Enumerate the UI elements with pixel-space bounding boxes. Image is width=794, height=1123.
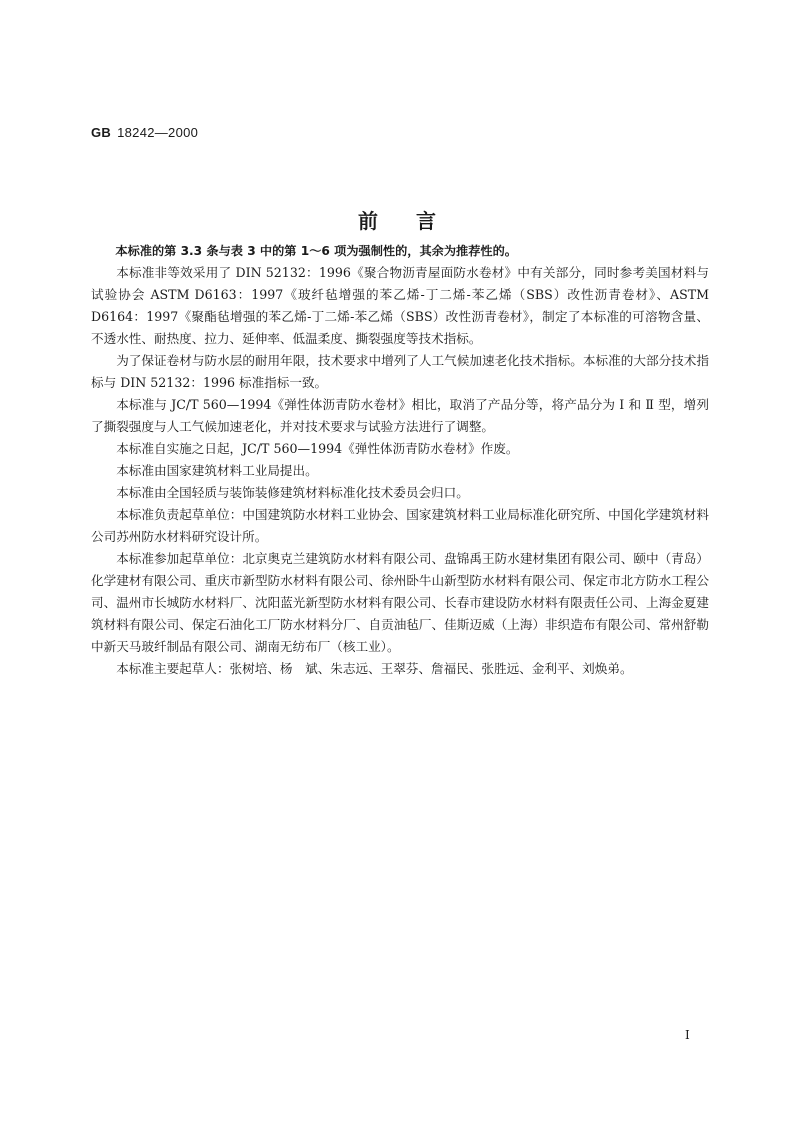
standard-prefix: GB bbox=[91, 125, 112, 140]
technical-committee-paragraph: 本标准由全国轻质与装饰装修建筑材料标准化技术委员会归口。 bbox=[116, 485, 469, 500]
main-drafters-paragraph: 本标准主要起草人：张树培、杨 斌、朱志远、王翠芬、詹福民、张胜远、金利平、刘焕弟。 bbox=[116, 661, 633, 676]
foreword-body bbox=[91, 240, 709, 680]
standard-code-header bbox=[91, 125, 198, 140]
page-title: 前言 bbox=[358, 209, 474, 233]
standard-number: 18242—2000 bbox=[117, 125, 199, 140]
mandatory-clause-paragraph: 本标准的第 3.3 条与表 3 中的第 1～6 项为强制性的，其余为推荐性的。 bbox=[115, 244, 517, 258]
durability-paragraph: 为了保证卷材与防水层的耐用年限，技术要求中增列了人工气候加速老化技术指标。本标准的大部分技术指标与 DIN 52132：1996 标准指标一致。 bbox=[91, 353, 709, 390]
adoption-paragraph: 本标准非等效采用了 DIN 52132：1996《聚合物沥青屋面防水卷材》中有关部分，同时参考美国材料与试验协会 ASTM D6163：1997《玻纤毡增强的苯乙烯-丁二烯-苯乙烯（SBS）改性沥青卷材》、ASTM D6164：1997《聚酯毡增强的苯乙烯-丁二烯-苯乙烯（SBS）改性沥青卷材》，制定了本标准的可溶物含量、不透水性、耐热度、拉力、延伸率、低温柔度、撕裂强度等技术指标。 bbox=[91, 265, 709, 346]
comparison-paragraph: 本标准与 JC/T 560—1994《弹性体沥青防水卷材》相比，取消了产品分等，将产品分为 Ⅰ 和 Ⅱ 型，增列了撕裂强度与人工气候加速老化，并对技术要求与试验方法进行了调整。 bbox=[91, 397, 709, 434]
page-number: I bbox=[685, 1028, 690, 1042]
responsible-drafters-paragraph: 本标准负责起草单位：中国建筑防水材料工业协会、国家建筑材料工业局标准化研究所、中国化学建筑材料公司苏州防水材料研究设计所。 bbox=[91, 507, 709, 544]
supersede-paragraph: 本标准自实施之日起，JC/T 560—1994《弹性体沥青防水卷材》作废。 bbox=[116, 441, 519, 456]
participating-drafters-paragraph: 本标准参加起草单位：北京奥克兰建筑防水材料有限公司、盘锦禹王防水建材集团有限公司、颐中（青岛）化学建材有限公司、重庆市新型防水材料有限公司、徐州卧牛山新型防水材料有限公司、保定市北方防水工程公司、温州市长城防水材料厂、沈阳蓝光新型防水材料有限公司、长春市建设防水材料有限责任公司、上海金夏建筑材料有限公司、保定石油化工厂防水材料分厂、自贡油毡厂、佳斯迈威（上海）非织造布有限公司、常州舒勒中新天马玻纤制品有限公司、湖南无纺布厂（核工业）。 bbox=[91, 551, 709, 654]
proposer-paragraph: 本标准由国家建筑材料工业局提出。 bbox=[116, 463, 318, 478]
